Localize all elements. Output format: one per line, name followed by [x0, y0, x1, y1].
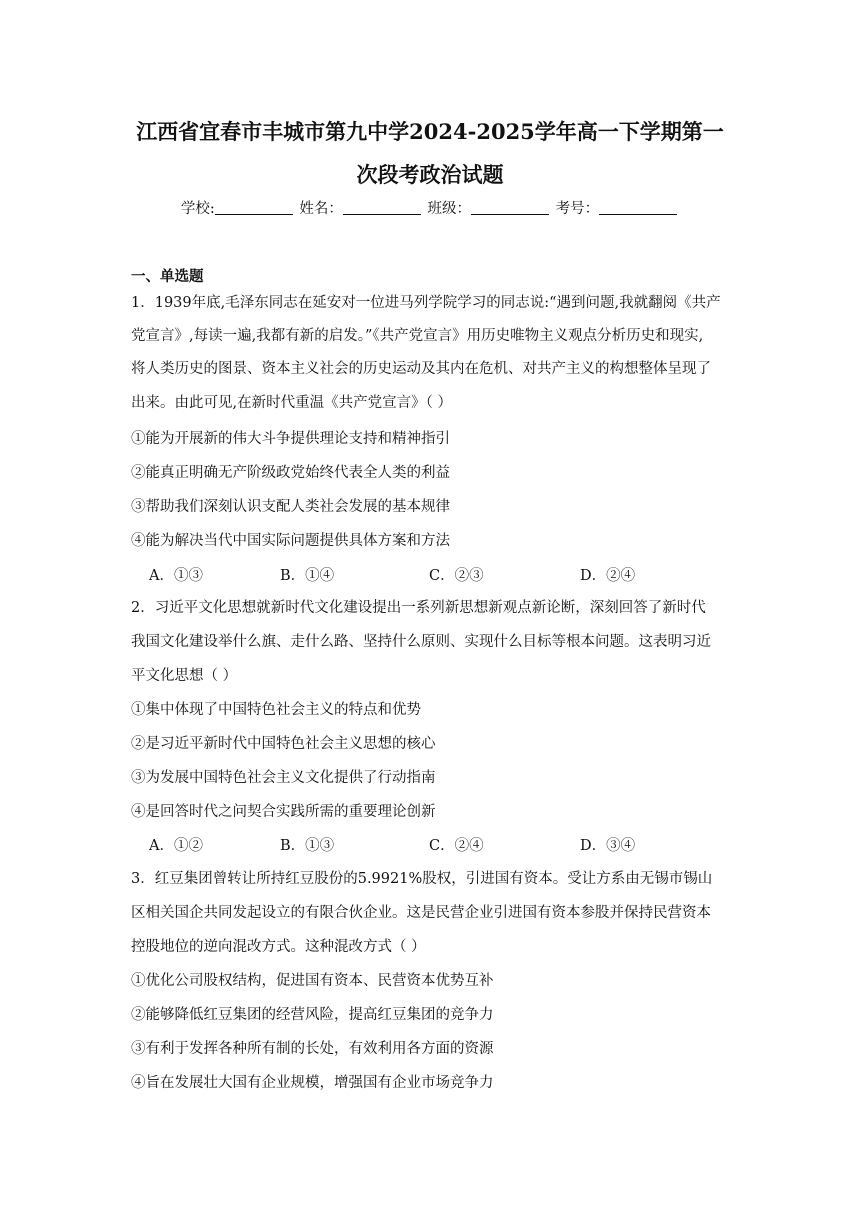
- q3-stem-line: 区相关国企共同发起设立的有限合伙企业。这是民营企业引进国有资本参股并保持民营资本: [131, 905, 711, 921]
- q1-stem-line: 党宣言》,每读一遍,我都有新的启发。”《共产党宣言》用历史唯物主义观点分析历史和现实,: [131, 328, 704, 344]
- q3-item-2: ②能够降低红豆集团的经营风险，提高红豆集团的竞争力: [131, 1007, 494, 1023]
- class-label: 班级：: [427, 201, 471, 217]
- section-heading: 一、单选题: [131, 268, 204, 285]
- q3-stem-line: 控股地位的逆向混改方式。这种混改方式（ ）: [131, 939, 426, 955]
- q2-option-b[interactable]: B．①③: [280, 838, 335, 854]
- q2-stem-line: 我国文化建设举什么旗、走什么路、坚持什么原则、实现什么目标等根本问题。这表明习近: [131, 634, 711, 650]
- exam-title-line1: 江西省宜春市丰城市第九中学2024-2025学年高一下学期第一: [136, 119, 724, 144]
- q3-item-1: ①优化公司股权结构，促进国有资本、民营资本优势互补: [131, 973, 494, 989]
- q1-stem-line: 将人类历史的图景、资本主义社会的历史运动及其内在危机、对共产主义的构想整体呈现了: [131, 361, 711, 377]
- q3-item-4: ④旨在发展壮大国有企业规模，增强国有企业市场竞争力: [131, 1075, 494, 1091]
- q1-stem-line: 1．1939年底,毛泽东同志在延安对一位进马列学院学习的同志说:“遇到问题,我就翻阅《共产: [131, 295, 721, 311]
- q2-option-c[interactable]: C．②④: [429, 838, 484, 854]
- school-label: 学校:: [180, 201, 215, 217]
- exam-title-line2: 次段考政治试题: [356, 162, 504, 187]
- exam-number-label: 考号：: [555, 201, 600, 217]
- class-blank[interactable]: [471, 200, 549, 215]
- q1-option-a[interactable]: A．①③: [149, 568, 203, 584]
- q1-option-d[interactable]: D．②④: [580, 568, 636, 584]
- q3-item-3: ③有利于发挥各种所有制的长处，有效利用各方面的资源: [131, 1041, 494, 1057]
- q2-item-1: ①集中体现了中国特色社会主义的特点和优势: [131, 702, 421, 718]
- q2-option-d[interactable]: D．③④: [580, 838, 636, 854]
- student-info-row: [0, 197, 860, 218]
- q2-item-3: ③为发展中国特色社会主义文化提供了行动指南: [131, 770, 436, 786]
- exam-number-blank[interactable]: [599, 200, 677, 215]
- q1-item-2: ②能真正明确无产阶级政党始终代表全人类的利益: [131, 465, 450, 481]
- q2-stem-line: 平文化思想（ ）: [131, 668, 238, 684]
- q1-stem-line: 出来。由此可见,在新时代重温《共产党宣言》（ ）: [131, 395, 452, 411]
- q1-item-1: ①能为开展新的伟大斗争提供理论支持和精神指引: [131, 431, 450, 447]
- q3-stem-line: 3．红豆集团曾转让所持红豆股份的5.9921%股权，引进国有资本。受让方系由无锡市锡山: [131, 871, 713, 887]
- q2-item-2: ②是习近平新时代中国特色社会主义思想的核心: [131, 736, 436, 752]
- q1-item-3: ③帮助我们深刻认识支配人类社会发展的基本规律: [131, 499, 450, 515]
- name-label: 姓名：: [299, 201, 343, 217]
- q1-option-c[interactable]: C．②③: [429, 568, 484, 584]
- q2-option-a[interactable]: A．①②: [149, 838, 203, 854]
- q2-item-4: ④是回答时代之问契合实践所需的重要理论创新: [131, 804, 436, 820]
- q1-item-4: ④能为解决当代中国实际问题提供具体方案和方法: [131, 533, 450, 549]
- q1-option-b[interactable]: B．①④: [280, 568, 335, 584]
- school-blank[interactable]: [215, 200, 293, 215]
- name-blank[interactable]: [343, 200, 421, 215]
- q2-stem-line: 2．习近平文化思想就新时代文化建设提出一系列新思想新观点新论断，深刻回答了新时代: [131, 600, 706, 616]
